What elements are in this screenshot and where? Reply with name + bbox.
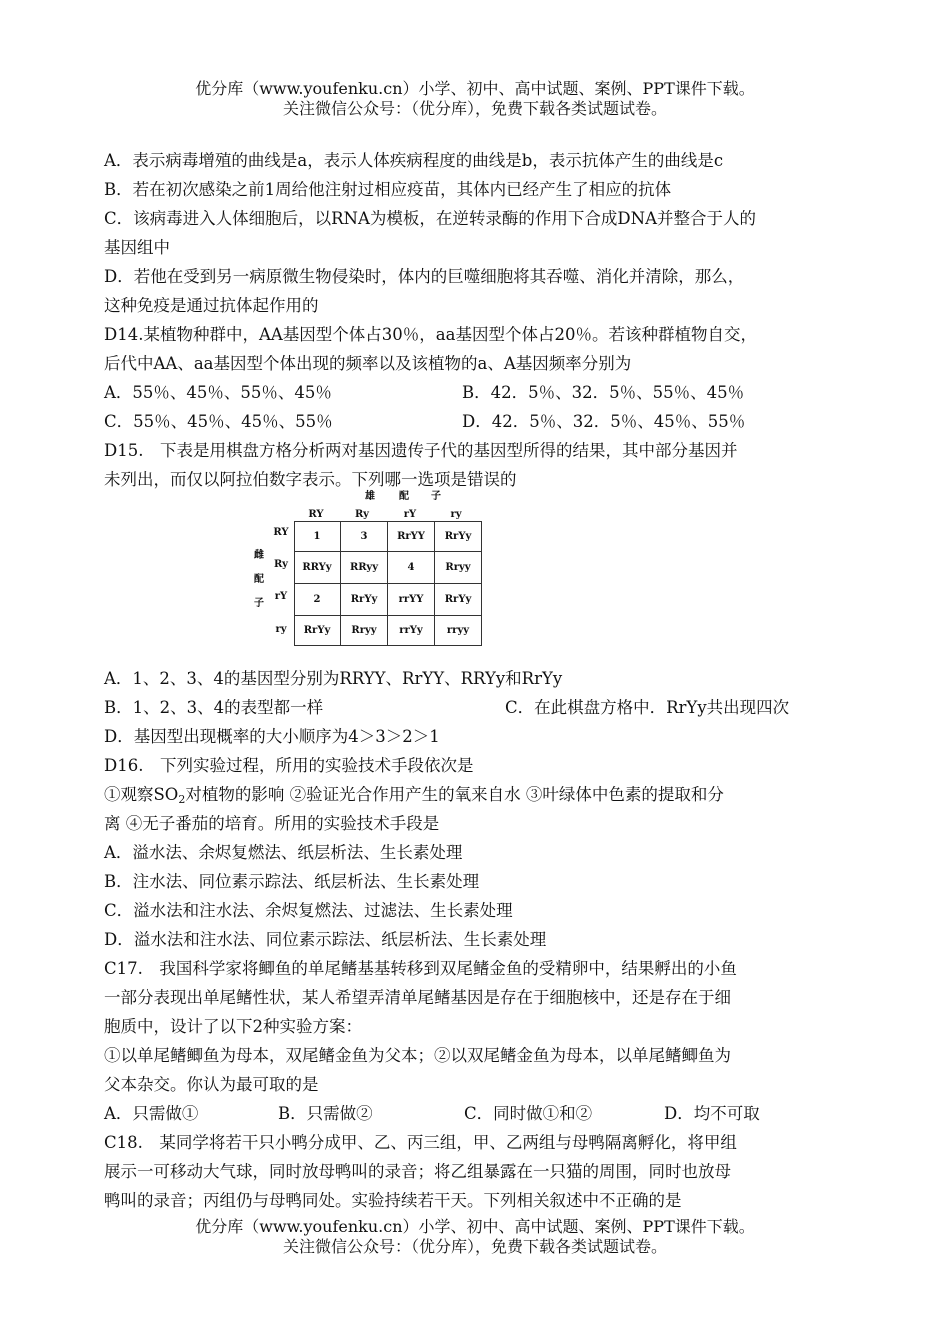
q14-option-d: D．42．5％、32．5％、45％、55％ bbox=[462, 412, 746, 431]
grid-line bbox=[340, 521, 341, 646]
table-cell: RrYy bbox=[303, 625, 331, 636]
row-header: Ry bbox=[274, 559, 288, 570]
q14-option-c: C．55％、45％、45％、55％ bbox=[104, 412, 333, 431]
q17-stem: C17. 我国科学家将鲫鱼的单尾鳍基基转移到双尾鳍金鱼的受精卵中，结果孵出的小鱼 bbox=[104, 959, 737, 978]
footer-line-1: 优分库（www.youfenku.cn）小学、初中、高中试题、案例、PPT课件下载。 bbox=[195, 1217, 755, 1236]
top-label-2: 配 bbox=[399, 491, 409, 502]
q17-stem-cont-3: ①以单尾鳍鲫鱼为母本，双尾鳍金鱼为父本；②以双尾鳍金鱼为母本，以单尾鳍鲫鱼为 bbox=[104, 1046, 731, 1065]
grid-line bbox=[294, 521, 482, 522]
table-cell: Rryy bbox=[351, 625, 377, 636]
table-cell: 1 bbox=[313, 531, 321, 542]
table-cell: 2 bbox=[313, 594, 321, 605]
top-label-3: 子 bbox=[431, 491, 441, 502]
table-cell: RrYy bbox=[444, 594, 472, 605]
grid-line bbox=[294, 551, 482, 552]
q15-stem-cont: 未列出，而仅以阿拉伯数字表示。下列哪一选项是错误的 bbox=[104, 470, 517, 489]
grid-line bbox=[294, 615, 482, 616]
grid-line bbox=[294, 583, 482, 584]
q13-option-d: D．若他在受到另一病原微生物侵染时，体内的巨噬细胞将其吞噬、消化并清除，那么， bbox=[104, 267, 745, 286]
top-label-1: 雄 bbox=[365, 491, 375, 502]
q14-stem: D14.某植物种群中，AA基因型个体占30％，aa基因型个体占20％。若该种群植物自交， bbox=[104, 325, 757, 344]
side-label-2: 配 bbox=[254, 574, 264, 585]
q15-option-a: A．1、2、3、4的基因型分别为RRYY、RrYY、RRYy和RrYy bbox=[104, 669, 563, 688]
table-cell: RRYy bbox=[302, 562, 332, 573]
q14-stem-cont: 后代中AA、aa基因型个体出现的频率以及该植物的a、A基因频率分别为 bbox=[104, 354, 632, 373]
q17-option-a: A．只需做① bbox=[104, 1104, 199, 1123]
grid-line bbox=[294, 645, 482, 646]
table-cell: rrYy bbox=[399, 625, 423, 636]
q16-list-post: 对植物的影响 ②验证光合作用产生的氧来自水 ③叶绿体中色素的提取和分 bbox=[185, 785, 724, 804]
grid-line bbox=[481, 521, 482, 646]
q17-option-c: C．同时做①和② bbox=[464, 1104, 593, 1123]
q16-list-pre: ①观察SO bbox=[104, 785, 179, 804]
q16-list-line-1 bbox=[104, 784, 724, 811]
q15-option-b: B．1、2、3、4的表型都一样 bbox=[104, 698, 324, 717]
q16-stem: D16. 下列实验过程，所用的实验技术手段依次是 bbox=[104, 756, 474, 775]
q17-option-b: B．只需做② bbox=[278, 1104, 373, 1123]
q14-option-b: B．42．5％、32．5％、55％、45％ bbox=[462, 383, 745, 402]
q17-stem-cont-1: 一部分表现出单尾鳍性状，某人希望弄清单尾鳍基因是存在于细胞核中，还是存在于细 bbox=[104, 988, 731, 1007]
table-cell: rryy bbox=[446, 625, 470, 636]
side-label-3: 子 bbox=[254, 598, 264, 609]
grid-line bbox=[387, 521, 388, 646]
q13-option-a: A．表示病毒增殖的曲线是a，表示人体疾病程度的曲线是b，表示抗体产生的曲线是c bbox=[104, 151, 724, 170]
header-line-2: 关注微信公众号：（优分库），免费下载各类试题试卷。 bbox=[282, 99, 667, 118]
col-header: RY bbox=[308, 509, 324, 520]
grid-line bbox=[294, 521, 295, 646]
footer-line-2: 关注微信公众号：（优分库），免费下载各类试题试卷。 bbox=[282, 1237, 667, 1256]
q17-option-d: D．均不可取 bbox=[664, 1104, 760, 1123]
table-cell: 4 bbox=[407, 562, 415, 573]
table-cell: rrYY bbox=[398, 594, 424, 605]
side-label-1: 雌 bbox=[254, 550, 264, 561]
q13-option-d-cont: 这种免疫是通过抗体起作用的 bbox=[104, 296, 319, 315]
table-cell: RRyy bbox=[349, 562, 379, 573]
row-header: ry bbox=[275, 624, 287, 635]
q13-option-b: B．若在初次感染之前1周给他注射过相应疫苗，其体内已经产生了相应的抗体 bbox=[104, 180, 672, 199]
q18-stem-cont-1: 展示一可移动大气球，同时放母鸭叫的录音；将乙组暴露在一只猫的周围，同时也放母 bbox=[104, 1162, 731, 1181]
table-cell: Rryy bbox=[445, 562, 471, 573]
table-cell: RrYy bbox=[444, 531, 472, 542]
row-header: rY bbox=[274, 591, 288, 602]
q16-option-b: B．注水法、同位素示踪法、纸层析法、生长素处理 bbox=[104, 872, 480, 891]
q13-option-c: C．该病毒进入人体细胞后，以RNA为模板，在逆转录酶的作用下合成DNA并整合于人的 bbox=[104, 209, 756, 228]
q16-option-c: C．溢水法和注水法、余烬复燃法、过滤法、生长素处理 bbox=[104, 901, 513, 920]
q17-stem-cont-2: 胞质中，设计了以下2种实验方案： bbox=[104, 1017, 362, 1036]
q15-option-d: D．基因型出现概率的大小顺序为4＞3＞2＞1 bbox=[104, 727, 440, 746]
q17-stem-cont-4: 父本杂交。你认为最可取的是 bbox=[104, 1075, 319, 1094]
header-line-1: 优分库（www.youfenku.cn）小学、初中、高中试题、案例、PPT课件下载。 bbox=[195, 79, 755, 98]
table-cell: RrYY bbox=[397, 531, 425, 542]
q14-option-a: A．55％、45％、55％、45％ bbox=[104, 383, 332, 402]
q16-list-sub: 2 bbox=[178, 793, 186, 806]
col-header: ry bbox=[450, 509, 462, 520]
grid-line bbox=[434, 521, 435, 646]
table-cell: 3 bbox=[360, 531, 368, 542]
col-header: Ry bbox=[355, 509, 369, 520]
q13-option-c-cont: 基因组中 bbox=[104, 238, 170, 257]
q16-option-a: A．溢水法、余烬复燃法、纸层析法、生长素处理 bbox=[104, 843, 463, 862]
q15-option-c: C．在此棋盘方格中．RrYy共出现四次 bbox=[505, 698, 790, 717]
q18-stem-cont-2: 鸭叫的录音；丙组仍与母鸭同处。实验持续若干天。下列相关叙述中不正确的是 bbox=[104, 1191, 682, 1210]
table-cell: RrYy bbox=[350, 594, 378, 605]
q16-list-line-2: 离 ④无子番茄的培育。所用的实验技术手段是 bbox=[104, 814, 440, 833]
q16-option-d: D．溢水法和注水法、同位素示踪法、纸层析法、生长素处理 bbox=[104, 930, 547, 949]
q15-stem: D15. 下表是用棋盘方格分析两对基因遗传子代的基因型所得的结果，其中部分基因并 bbox=[104, 441, 738, 460]
q18-stem: C18. 某同学将若干只小鸭分成甲、乙、丙三组，甲、乙两组与母鸭隔离孵化，将甲组 bbox=[104, 1133, 737, 1152]
col-header: rY bbox=[403, 509, 417, 520]
row-header: RY bbox=[273, 527, 289, 538]
